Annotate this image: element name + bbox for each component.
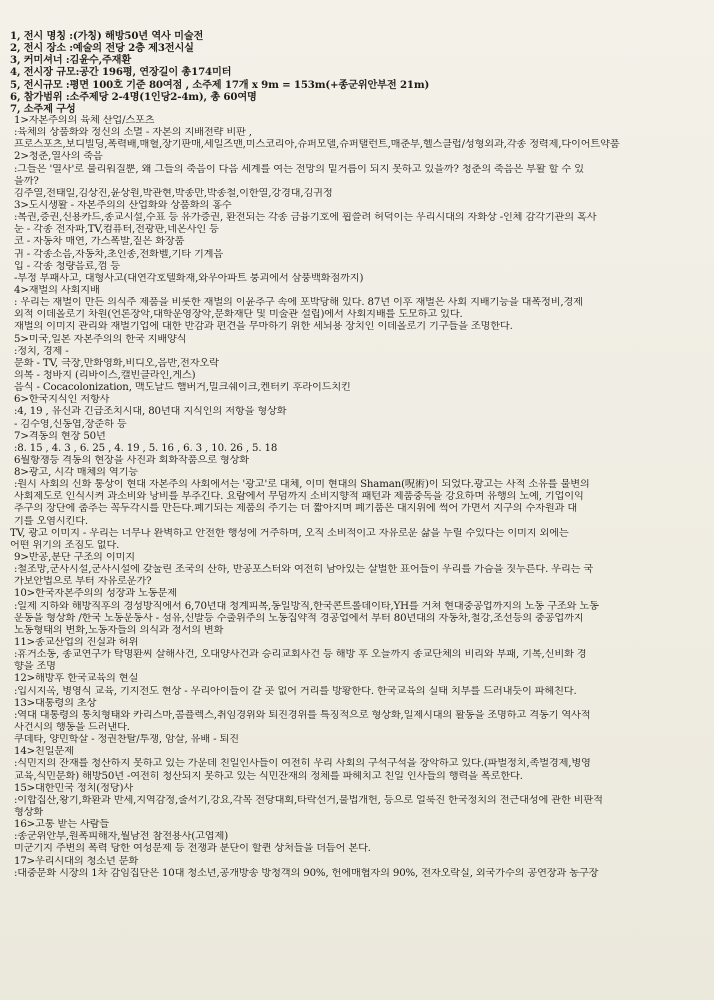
text-line: -부정 부패사고, 대형사고(대연각호텔화재,와우아파트 붕괴에서 삼풍백화점까지) [14, 272, 364, 284]
text-line: :정치, 경제 - [14, 345, 69, 357]
text-line: 7>격동의 현장 50년 [14, 430, 106, 442]
text-line: :원시 사회의 신화 통상이 현대 자본주의 사회에서는 '광고'로 대체, 이미 현대의 Shaman(呪術)이 되었다.광고는 사적 소유를 불변의 [14, 479, 590, 491]
text-line: :육체의 상품화와 정신의 소멸 - 자본의 지배전략 비판 , [14, 127, 252, 139]
text-line: 기를 오염시킨다. [14, 515, 89, 527]
text-line: :식민지의 잔재를 청산하지 못하고 있는 가운데 친일인사들이 여전히 우리 사회의 구석구석을 장악하고 있다.(파벌정치,족벌경제,병영 [14, 758, 591, 770]
text-line: 가보안법으로 부터 자유로운가? [14, 576, 152, 588]
text-line: 음식 - Cocacolonization, 맥도날드 햄버거,밀크쉐이크,켄터키 후라이드치킨 [14, 382, 351, 394]
text-line: 사회제도로 인식시켜 과소비와 낭비를 부추긴다. 요람에서 무덤까지 소비지향적 패턴과 제품중독을 강요하며 유행의 노예, 기업이익 [14, 491, 584, 503]
text-line: 2>청춘,열사의 죽음 [14, 151, 103, 163]
text-line: 외적 이데올로기 차원(언론장악,대학운영장악,문화재단 및 미술관 설립)에서 사회지배를 도모하고 있다. [14, 309, 463, 321]
text-line: 16>고통 받는 사람들 [14, 819, 110, 831]
text-line: 프로스포츠,보디빌딩,폭력배,매혈,장기판매,세일즈맨,미스코리아,슈퍼모델,슈퍼탤런트,매춘부,헬스클럽/성형외과,각종 정력제,다이어트약품 [14, 139, 620, 151]
text-line: 3>도시생활 - 자본주의의 산업화와 상품화의 홍수 [14, 199, 232, 211]
text-line: TV, 광고 이미지 - 우리는 너무나 완벽하고 안전한 행성에 거주하며, 오직 소비적이고 자유로운 삶을 누릴 수있다는 이미지 외에는 [10, 527, 569, 539]
text-line: 14>친일문제 [14, 746, 74, 758]
text-line: 12>해방후 한국교육의 현실 [14, 673, 139, 685]
text-line: :이합집산,왕기,화환과 반세,지역감정,줄서기,강요,각목 전당대회,타락선거,불법개헌, 등으로 얼룩진 한국정치의 전근대성에 관한 비판적 [14, 794, 603, 806]
text-line: :휴거소동, 종교연구가 탁명환씨 살해사건, 오대양사건과 승리교회사건 등 해방 후 오늘까지 종교단체의 비리와 부패, 기복,신비화 경 [14, 649, 587, 661]
text-line: 13>대통령의 초상 [14, 697, 97, 709]
text-line: 4, 전시장 규모:공간 196평, 연장길이 총174미터 [10, 66, 232, 79]
text-line: 6, 참가범위 :소주제당 2-4명(1인당2-4m), 총 60여명 [10, 90, 257, 103]
text-line: 6월항쟁등 격동의 현장을 사진과 회화작품으로 형상화 [14, 454, 249, 466]
text-line: 을까? [14, 175, 39, 187]
text-line: 5, 전시규모 :평면 100호 기준 80여점 , 소주제 17개 x 9m = 153m(+종군위안부전 21m) [10, 78, 430, 91]
text-line: 김주열,전태일,김상진,윤상원,박관현,박종만,박종철,이한열,강경대,김귀정 [14, 187, 333, 199]
text-line: : 우리는 재벌이 만든 의식주 제품을 비롯한 재벌의 이윤추구 속에 포박당해 있다. 87년 이후 재벌은 사회 지배기능을 대폭정비,경제 [14, 297, 583, 309]
text-line: 사건시의 행동을 드러낸다. [14, 722, 130, 734]
text-line: 쿠데타, 양민학살 - 정권찬탈/투쟁, 암살, 유배 - 퇴진 [14, 734, 239, 746]
text-line: 5>미국,일본 자본주의의 한국 지배양식 [14, 333, 187, 345]
text-line: 노동형태의 변화,노동자들의 의식과 정서의 변화 [14, 624, 224, 636]
text-line: 눈 - 각종 전자파,TV,컴퓨터,전광판,네온사인 등 [14, 224, 219, 236]
document-body [10, 30, 706, 880]
text-line: 추구의 장단에 춤추는 꼭두각시를 만든다.폐기되는 제품의 주기는 더 짧아지며 폐기품은 대지위에 썩어 가면서 지구의 수자원과 대 [14, 503, 578, 515]
text-line: 6>한국지식인 저항사 [14, 394, 110, 406]
text-line: 귀 - 각종소음,자동차,초인종,전화벨,기타 기계음 [14, 248, 224, 260]
text-line: :철조망,군사시설,군사시설에 갖눌린 조국의 산하, 반공포스터와 여전히 남아있는 살벌한 표어들이 우리를 가슴을 짓누른다. 우리는 국 [14, 564, 594, 576]
text-line: 1, 전시 명칭 :(가칭) 해방50년 역사 미술전 [10, 30, 204, 42]
text-line: :입시지옥, 병영식 교육, 기지전도 현상 - 우리아이들이 갈 곳 없어 거리를 방황한다. 한국교육의 실태 치부를 드러내듯이 파헤친다. [14, 685, 577, 697]
text-line: 3, 커미셔너 :김윤수,주재환 [10, 54, 132, 67]
text-line: :4, 19 , 유신과 긴급조치시대, 80년대 지식인의 저항을 형상화 [14, 406, 287, 418]
text-line: 문화 - TV, 극장,만화영화,비디오,음반,전자오락 [14, 357, 219, 369]
text-line: 향을 조명 [14, 661, 56, 673]
text-line: :복권,증권,신용카드,종교시설,수표 등 유가증권, 환전되는 각종 금융기호에 휩쓸려 허덕이는 우리시대의 자화상 -인체 감각기관의 혹사 [14, 212, 597, 224]
text-line: 코 - 자동차 매연, 가스폭발,짙은 화장품 [14, 236, 185, 248]
text-line: 1>자본주의의 육체 산업/스포츠 [14, 114, 155, 126]
text-line: :역대 대통령의 통치형태와 카리스마,콤플렉스,취임경위와 퇴진경위를 특징적으로 형상화,일제시대의 활동을 조명하고 격동기 역사적 [14, 709, 591, 721]
text-line: - 김수영,신동엽,장준하 등 [14, 418, 127, 430]
text-line: 4>재벌의 사회지배 [14, 284, 100, 296]
text-line: 11>종교산업의 진실과 허위 [14, 637, 139, 649]
text-line: 재벌의 이미지 관리와 재벌기업에 대한 반감과 편견을 무마하기 위한 세뇌용 장치인 이데올로기 기구들을 조명한다. [14, 321, 513, 333]
text-line: :대중문화 시장의 1차 감임집단은 10대 청소년,공개방송 방청객의 90%, 헌에매협자의 90%, 전자오락실, 외국가수의 공연장과 농구장 [14, 867, 599, 879]
text-line: 미군기지 주변의 폭력 당한 여성문제 등 전쟁과 분단이 할퀸 상처들을 더듬어 본다. [14, 843, 371, 855]
text-line: 형상화 [14, 807, 44, 818]
text-line: :그들은 '열사'로 불리워질뿐, 왜 그들의 죽음이 다음 세계를 여는 전망의 밑거름이 되지 못하고 있을까? 청춘의 죽음은 부활 할 수 있 [14, 163, 584, 175]
text-line: 의복 - 청바지 (리바이스,캘빈클라인,게스) [14, 369, 196, 381]
text-line: 8>광고, 시각 매체의 역기능 [14, 467, 138, 479]
text-line: 17>우리시대의 청소년 문화 [14, 855, 139, 867]
text-line: :종군위안부,원폭피해자,월남전 참전용사(고엽제) [14, 831, 229, 843]
text-line: 15>대한민국 정치(정당)사 [14, 782, 134, 794]
text-line: 7, 소주제 구성 [10, 102, 76, 115]
text-line: 입 - 각종 청량음료,껌 등 [14, 260, 120, 272]
text-line: :8. 15 , 4. 3 , 6. 25 , 4. 19 , 5. 16 , 6. 3 , 10. 26 , 5. 18 [14, 442, 278, 454]
text-line: 2, 전시 장소 :예술의 전당 2층 제3전시실 [10, 42, 194, 55]
text-line: 교육,식민문화) 해방50년 -여전히 청산되지 못하고 있는 식민잔재의 정체를 파헤치고 친일 인사들의 행력을 폭로한다. [14, 770, 523, 782]
text-line: :일제 지하와 해방직후의 경성방직에서 6,70년대 청계피복,동일방직,한국콘트롤데이타,YH를 거쳐 현대중공업까지의 노동 구조와 노동 [14, 600, 599, 612]
text-line: 어떤 위기의 조짐도 없다. [10, 539, 120, 551]
text-line: 10>한국자본주의의 성장과 노동문제 [14, 588, 177, 600]
text-line: 9>반공,분단 구조의 이미지 [14, 552, 135, 564]
text-line: 운동을 형상화 /한국 노동운동사 - 섬유,신발등 수출위주의 노동집약적 경공업에서 부터 80년대의 자동차,철강,조선등의 중공업까지 [14, 612, 584, 624]
